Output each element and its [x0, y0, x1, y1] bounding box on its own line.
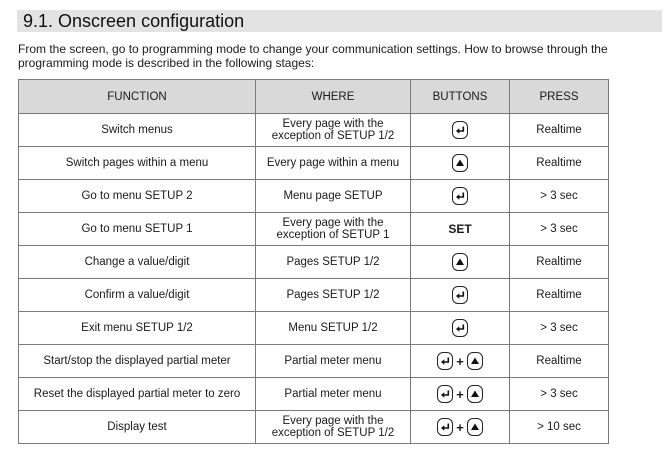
button-combo: [452, 154, 468, 172]
header-press: PRESS: [510, 80, 609, 114]
table-row: [19, 213, 609, 246]
where-cell: [256, 213, 411, 246]
table-row: [19, 180, 609, 213]
function-cell: Change a value/digit: [19, 246, 256, 279]
up-icon: [467, 385, 483, 403]
where-line: Partial meter menu: [284, 388, 382, 400]
where-line: Every page with the: [282, 217, 384, 229]
press-cell: > 3 sec: [510, 312, 609, 345]
header-where: WHERE: [256, 80, 411, 114]
where-cell: [256, 279, 411, 312]
where-cell: [256, 147, 411, 180]
table-row: [19, 147, 609, 180]
press-cell: Realtime: [510, 246, 609, 279]
enter-icon: [452, 286, 468, 304]
function-cell: Display test: [19, 411, 256, 444]
button-combo: [452, 319, 468, 337]
button-combo: [452, 253, 468, 271]
table-header-row: [19, 80, 609, 114]
where-line: Menu SETUP 1/2: [288, 322, 378, 334]
function-cell: Go to menu SETUP 2: [19, 180, 256, 213]
where-cell: [256, 345, 411, 378]
where-line: exception of SETUP 1/2: [271, 427, 395, 439]
up-icon: [467, 352, 483, 370]
button-combo: [452, 121, 468, 139]
where-line: exception of SETUP 1: [276, 229, 390, 241]
function-cell: Switch menus: [19, 114, 256, 147]
configuration-table: [18, 79, 609, 444]
where-line: Every page with the: [282, 415, 384, 427]
plus-sign: +: [456, 386, 464, 402]
where-line: Menu page SETUP: [283, 190, 383, 202]
enter-icon: [452, 319, 468, 337]
plus-sign: +: [456, 419, 464, 435]
buttons-cell: [411, 345, 510, 378]
section-heading: 9.1. Onscreen configuration: [17, 10, 662, 32]
buttons-cell: [411, 114, 510, 147]
function-cell: Exit menu SETUP 1/2: [19, 312, 256, 345]
where-cell: [256, 378, 411, 411]
where-cell: [256, 411, 411, 444]
where-cell: [256, 180, 411, 213]
press-cell: Realtime: [510, 147, 609, 180]
where-cell: [256, 246, 411, 279]
table-row: [19, 246, 609, 279]
press-cell: > 10 sec: [510, 411, 609, 444]
enter-icon: [452, 187, 468, 205]
header-function: FUNCTION: [19, 80, 256, 114]
press-cell: > 3 sec: [510, 378, 609, 411]
buttons-cell: [411, 147, 510, 180]
buttons-cell: [411, 213, 510, 246]
button-combo: [452, 286, 468, 304]
enter-icon: [437, 418, 453, 436]
press-cell: > 3 sec: [510, 213, 609, 246]
plus-sign: +: [456, 353, 464, 369]
header-buttons: BUTTONS: [411, 80, 510, 114]
buttons-cell: [411, 411, 510, 444]
function-cell: Start/stop the displayed partial meter: [19, 345, 256, 378]
buttons-cell: [411, 246, 510, 279]
table-row: [19, 411, 609, 444]
up-icon: [467, 418, 483, 436]
table-body: [19, 114, 609, 444]
button-combo: [452, 187, 468, 205]
where-line: Partial meter menu: [284, 355, 382, 367]
intro-paragraph: From the screen, go to programming mode to change your communication settings. How to browse through the programming mode is described in the following stages:: [18, 42, 608, 70]
function-cell: Go to menu SETUP 1: [19, 213, 256, 246]
where-line: Every page with the: [282, 118, 384, 130]
where-cell: [256, 114, 411, 147]
function-cell: Confirm a value/digit: [19, 279, 256, 312]
buttons-cell: [411, 180, 510, 213]
press-cell: Realtime: [510, 114, 609, 147]
table-row: [19, 114, 609, 147]
table-row: [19, 312, 609, 345]
enter-icon: [452, 121, 468, 139]
function-cell: Switch pages within a menu: [19, 147, 256, 180]
up-icon: [452, 253, 468, 271]
where-line: exception of SETUP 1/2: [271, 130, 395, 142]
press-cell: > 3 sec: [510, 180, 609, 213]
where-line: Every page within a menu: [266, 157, 400, 169]
press-cell: Realtime: [510, 345, 609, 378]
set-button-label: SET: [448, 222, 472, 236]
table-row: [19, 378, 609, 411]
table-row: [19, 345, 609, 378]
where-line: Pages SETUP 1/2: [286, 289, 380, 301]
button-combo: [437, 418, 483, 436]
buttons-cell: [411, 378, 510, 411]
where-line: Pages SETUP 1/2: [286, 256, 380, 268]
enter-icon: [437, 385, 453, 403]
buttons-cell: [411, 279, 510, 312]
up-icon: [452, 154, 468, 172]
table-row: [19, 279, 609, 312]
press-cell: Realtime: [510, 279, 609, 312]
buttons-cell: [411, 312, 510, 345]
button-combo: [437, 385, 483, 403]
function-cell: Reset the displayed partial meter to zero: [19, 378, 256, 411]
button-combo: [437, 352, 483, 370]
where-cell: [256, 312, 411, 345]
enter-icon: [437, 352, 453, 370]
